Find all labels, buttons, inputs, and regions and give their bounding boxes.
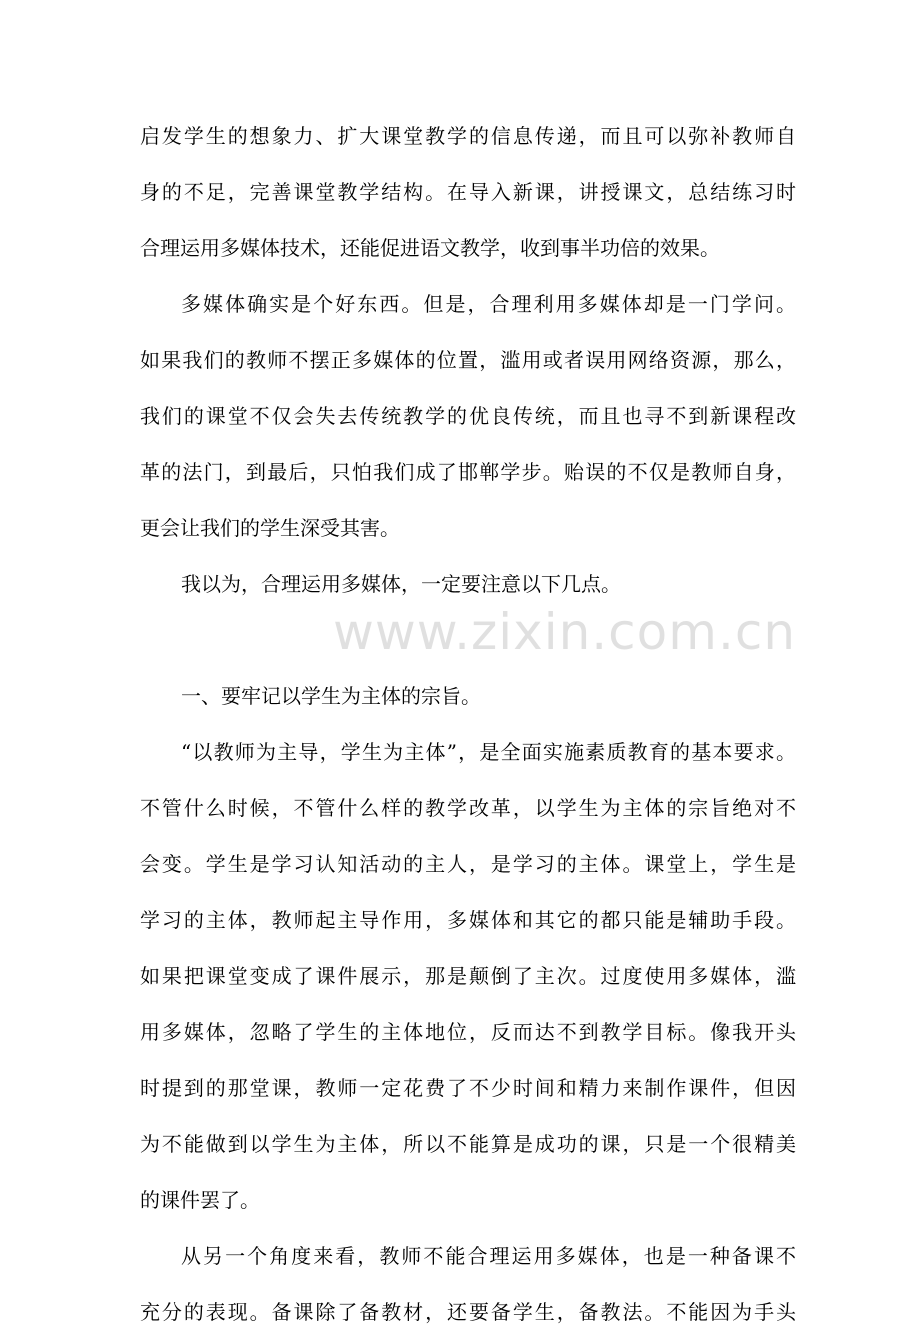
paragraph-5-line-9: 的课件罢了。 (140, 1188, 260, 1212)
section-heading: 一、要牢记以学生为主体的宗旨。 (181, 684, 481, 708)
paragraph-5-line-2: 不管什么时候，不管什么样的教学改革，以学生为主体的宗旨绝对不 (140, 796, 796, 820)
paragraph-2-line-4: 革的法门，到最后，只怕我们成了邯郸学步。贻误的不仅是教师自身， (140, 460, 796, 484)
paragraph-5-line-1: “以教师为主导，学生为主体”，是全面实施素质教育的基本要求。 (181, 740, 796, 764)
paragraph-2-line-2: 如果我们的教师不摆正多媒体的位置，滥用或者误用网络资源，那么， (140, 348, 796, 372)
paragraph-5-line-8: 为不能做到以学生为主体，所以不能算是成功的课，只是一个很精美 (140, 1132, 796, 1156)
paragraph-1-line-1: 启发学生的想象力、扩大课堂教学的信息传递，而且可以弥补教师自 (140, 124, 796, 148)
paragraph-5-line-4: 学习的主体，教师起主导作用，多媒体和其它的都只能是辅助手段。 (140, 908, 796, 932)
watermark-text: www.zixin.com.cn (333, 603, 797, 661)
paragraph-5-line-6: 用多媒体，忽略了学生的主体地位，反而达不到教学目标。像我开头 (140, 1020, 796, 1044)
document-page (140, 108, 796, 1340)
paragraph-5-line-3: 会变。学生是学习认知活动的主人，是学习的主体。课堂上，学生是 (140, 852, 796, 876)
paragraph-2-line-3: 我们的课堂不仅会失去传统教学的优良传统，而且也寻不到新课程改 (140, 404, 796, 428)
paragraph-6-line-2: 充分的表现。备课除了备教材，还要备学生，备教法。不能因为手头 (140, 1300, 796, 1324)
paragraph-5-line-7: 时提到的那堂课，教师一定花费了不少时间和精力来制作课件，但因 (140, 1076, 796, 1100)
paragraph-2-line-1: 多媒体确实是个好东西。但是，合理利用多媒体却是一门学问。 (181, 292, 796, 316)
paragraph-2-line-5: 更会让我们的学生深受其害。 (140, 516, 400, 540)
document-body (140, 108, 796, 1340)
paragraph-6-line-1: 从另一个角度来看，教师不能合理运用多媒体，也是一种备课不 (181, 1244, 796, 1268)
paragraph-1-line-2: 身的不足，完善课堂教学结构。在导入新课，讲授课文，总结练习时 (140, 180, 796, 204)
paragraph-3-line-1: 我以为，合理运用多媒体，一定要注意以下几点。 (181, 572, 621, 596)
paragraph-5-line-5: 如果把课堂变成了课件展示，那是颠倒了主次。过度使用多媒体，滥 (140, 964, 796, 988)
paragraph-1-line-3: 合理运用多媒体技术，还能促进语文教学，收到事半功倍的效果。 (140, 236, 720, 260)
